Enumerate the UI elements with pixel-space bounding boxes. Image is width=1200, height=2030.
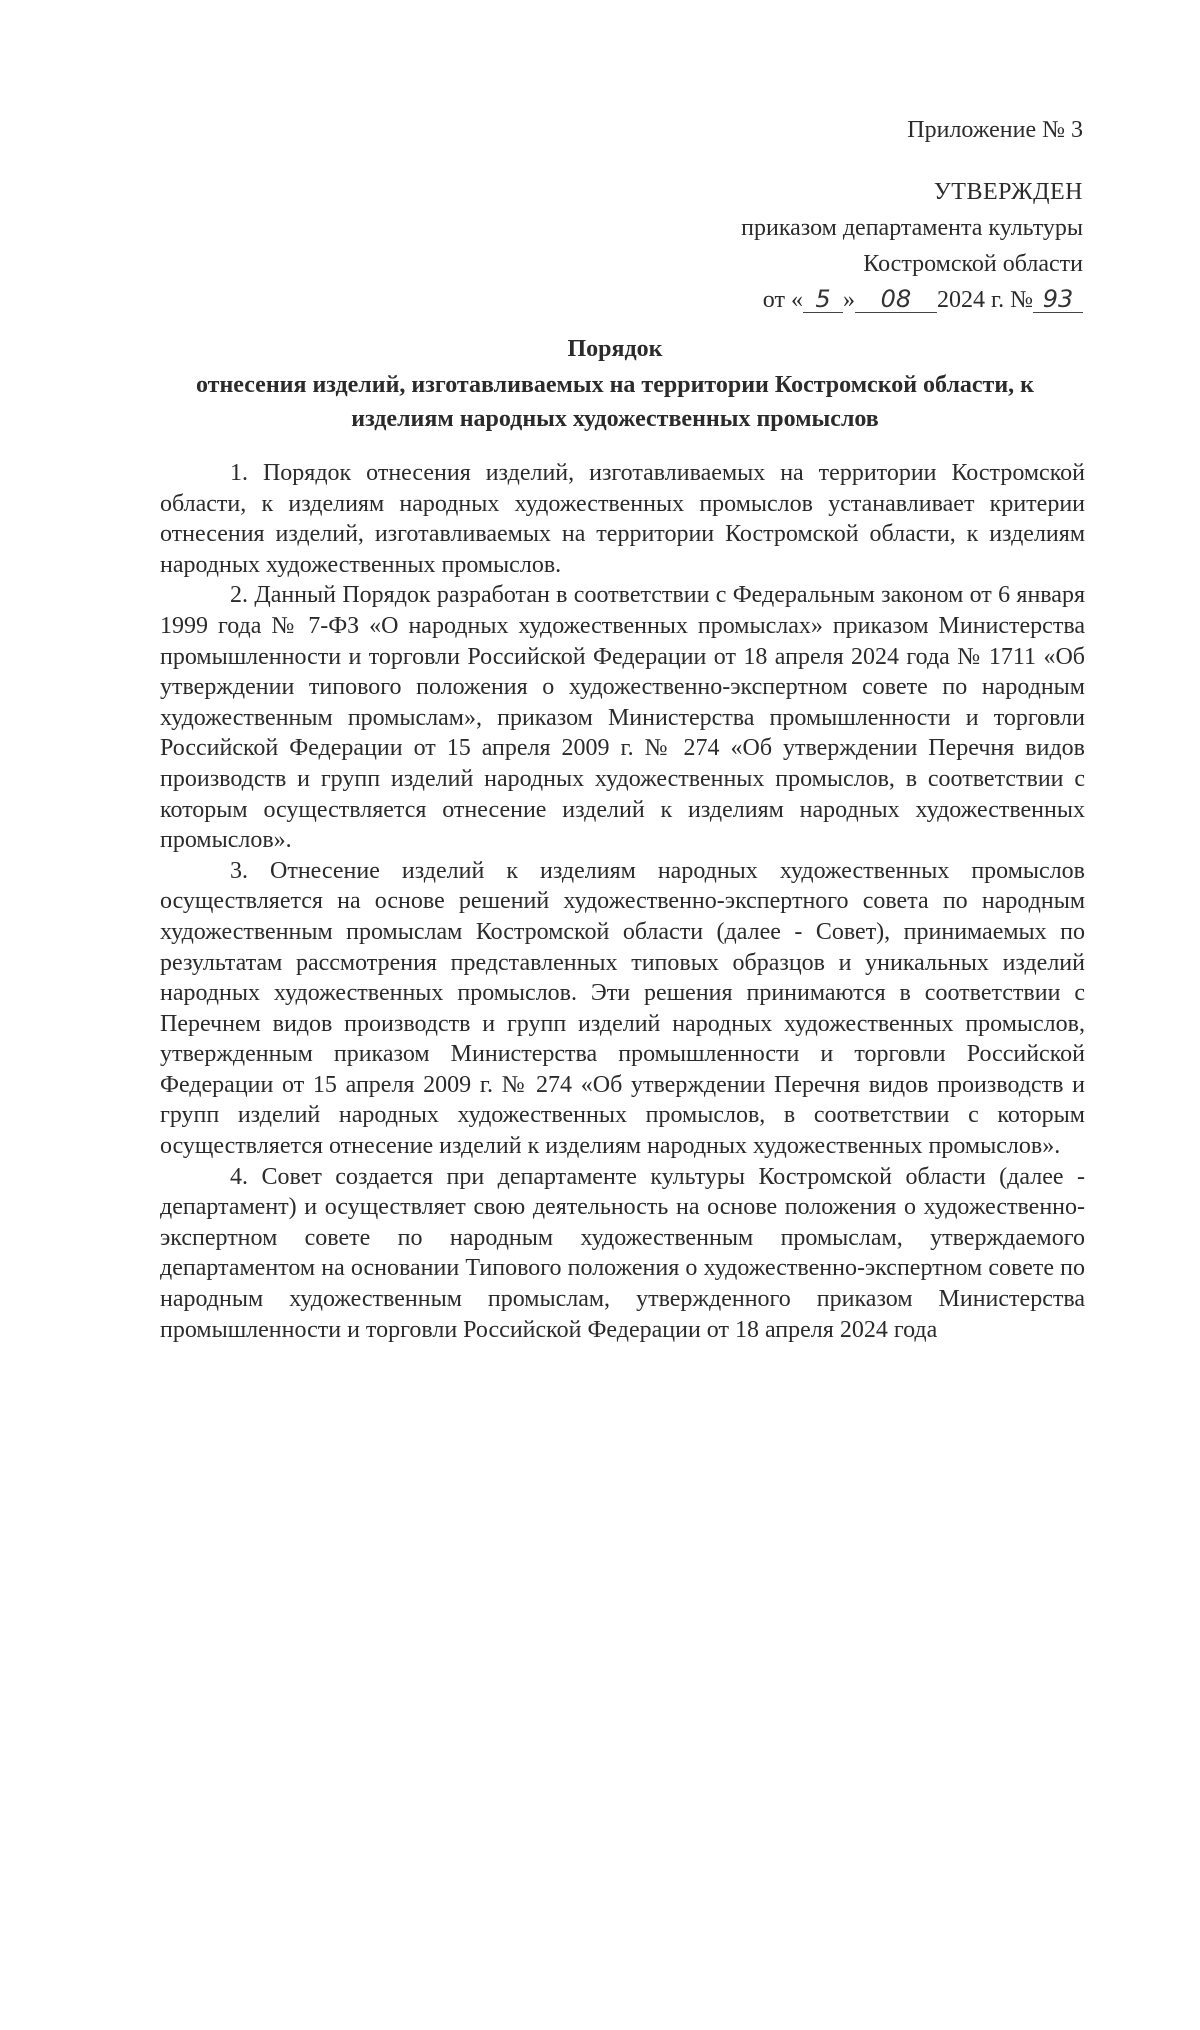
approval-region-line: Костромской области: [863, 251, 1083, 277]
paragraph-1: 1. Порядок отнесения изделий, изготавливаемых на территории Костромской области, к изделиям народных художественных промыслов устанавливает критерии отнесения изделий, изготавливаемых на территории Костромской области, к изделиям народных художественных промыслов.: [160, 460, 1085, 578]
handwritten-month: 08: [855, 286, 937, 313]
approval-date-line: [741, 282, 1083, 318]
approval-order-line: приказом департамента культуры: [741, 215, 1083, 241]
appendix-label: Приложение № 3: [907, 117, 1083, 143]
approval-block: [741, 112, 1083, 318]
date-quote-close: »: [842, 287, 855, 313]
title-line-2: отнесения изделий, изготавливаемых на территории Костромской области, к изделиям народных художественных промыслов: [195, 372, 1035, 432]
paragraph-4: 4. Совет создается при департаменте культуры Костромской области (далее - департамент) и осуществляет свою деятельность на основе положения о художественно-экспертном совете по народным художественным промыслам, утверждаемого департаментом на основании Типового положения о художественно-экспертном совете по народным художественным промыслам, утвержденного приказом Министерства промышленности и торговли Российской Федерации от 18 апреля 2024 года: [160, 1163, 1085, 1343]
handwritten-order-number: 93: [1033, 286, 1083, 313]
date-prefix: от «: [762, 287, 803, 313]
approved-stamp-title: УТВЕРЖДЕН: [933, 179, 1083, 205]
paragraph-2: 2. Данный Порядок разработан в соответствии с Федеральным законом от 6 января 1999 года № 7-ФЗ «О народных художественных промыслах» приказом Министерства промышленности и торговли Российской Федерации от 18 апреля 2024 года № 1711 «Об утверждении типового положения о художественно-экспертном совете по народным художественным промыслам», приказом Министерства промышленности и торговли Российской Федерации от 15 апреля 2009 г. № 274 «Об утверждении Перечня видов производств и групп изделий народных художественных промыслов, в соответствии с которым осуществляется отнесение изделий к изделиям народных художественных промыслов».: [160, 582, 1085, 854]
document-body: [160, 458, 1085, 1345]
title-line-1: Порядок: [567, 336, 663, 362]
date-year: 2024 г. №: [936, 287, 1033, 313]
handwritten-day: 5: [803, 286, 843, 313]
document-title: [150, 332, 1080, 436]
paragraph-3: 3. Отнесение изделий к изделиям народных художественных промыслов осуществляется на основе решений художественно-экспертного совета по народным художественным промыслам Костромской области (далее - Совет), принимаемых по результатам рассмотрения представленных типовых образцов и уникальных изделий народных художественных промыслов. Эти решения принимаются в соответствии с Перечнем видов производств и групп изделий народных художественных промыслов, утвержденным приказом Министерства промышленности и торговли Российской Федерации от 15 апреля 2009 г. № 274 «Об утверждении Перечня видов производств и групп изделий народных художественных промыслов, в соответствии с которым осуществляется отнесение изделий к изделиям народных художественных промыслов».: [160, 857, 1085, 1160]
